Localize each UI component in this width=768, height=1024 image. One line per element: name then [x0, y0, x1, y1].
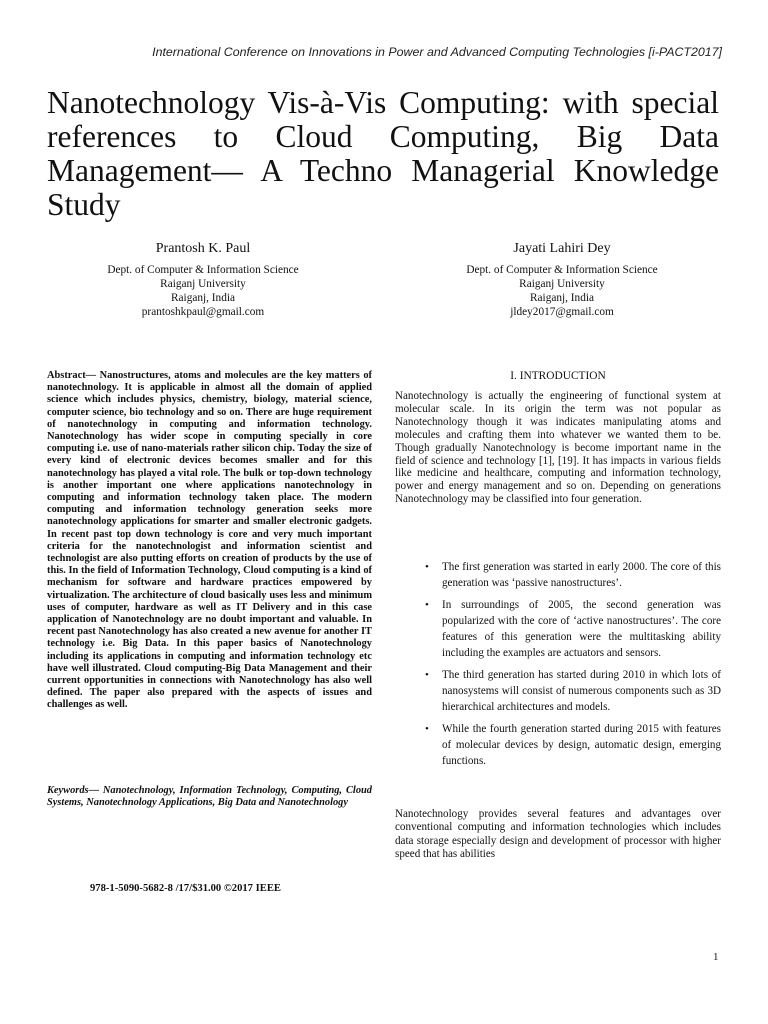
author-university: Raiganj University: [160, 278, 246, 290]
keywords: Keywords— Nanotechnology, Information Technology, Computing, Cloud Systems, Nanotechnology Applications, Big Data and Nanotechnology: [47, 785, 372, 809]
introduction-paragraph: Nanotechnology is actually the engineering of functional system at molecular scale. In its origin the term was not popular as Nanotechnology though it was indicates manipulating atoms and molecules and crafting them into whatever we wanted them to be. Though gradually Nanotechnology is become important name in the field of science and technology [1], [19]. It has impacts in various fields like medicine and healthcare, computing and information technology, power and energy management and so on. Depending on generations Nanotechnology may be classified into four generation.: [395, 390, 721, 506]
introduction-paragraph: Nanotechnology provides several features and advantages over conventional computing and information technologies which includes data storage especially design and development of processor with higher speed that has abilities: [395, 808, 721, 860]
list-item-text: In surroundings of 2005, the second generation was popularized with the core of ‘active nanostructures’. The core features of this generation were the multitasking ability including the examples are actuators and sensors.: [442, 599, 721, 659]
copyright-notice: 978-1-5090-5682-8 /17/$31.00 ©2017 IEEE: [90, 883, 281, 894]
author-email: prantoshkpaul@gmail.com: [141, 306, 265, 318]
list-item-text: While the fourth generation started during 2015 with features of molecular devices by design, automatic design, emerging functions.: [442, 723, 721, 767]
list-item: [395, 597, 721, 661]
list-item-text: The first generation was started in early 2000. The core of this generation was ‘passive nanostructures’.: [442, 561, 721, 589]
author-location: Raiganj, India: [530, 292, 594, 304]
bullet-icon: •: [425, 599, 429, 611]
bullet-icon: •: [425, 561, 429, 573]
author-university: Raiganj University: [519, 278, 605, 290]
bullet-icon: •: [425, 669, 429, 681]
author-block: [53, 240, 353, 319]
list-item: [395, 721, 721, 769]
author-email: jldey2017@gmail.com: [510, 306, 614, 318]
generation-bullet-list: [395, 559, 721, 775]
abstract: Abstract— Nanostructures, atoms and molecules are the key matters of nanotechnology. It is applicable in almost all the domain of applied science which includes physics, chemistry, biology, material science, computer science, bio technology and so on. There are huge requirement of nanotechnology in computing and information technology. Nanotechnology has wider scope in computing specially in core computing i.e. use of nano-materials rather silicon chip. Today the size of every kind of electronic devices becomes smaller and for this nanotechnology has played a vital role. The bulk or top-down technology is another important one where applications nanotechnology in computing and information technology taken place. The modern computing and information technology generation seeks more nanotechnology applications for smarter and smaller electronic gadgets. In recent past top down technology is core and very much important criteria for the nanotechnologist and information scientist and technologist are also putting efforts on creation of products by the use of this. In the field of Information Technology, Cloud computing is a kind of mechanism for software and hardware practices empowered by virtualization. The architecture of cloud basically uses less and minimum uses of computer, hardware as well as IT Delivery and in this case application of Nanotechnology are no doubt important and valuable. In recent past Nanotechnology has also created a new avenue for another IT technology i.e. Big Data. In this paper basics of Nanotechnology including its applications in computing and information technology etc have well illustrated. Cloud computing-Big Data Management and their current opportunities in connections with Nanotechnology has also well defined. The paper also prepared with the aspects of issues and challenges as well.: [47, 370, 372, 711]
author-dept: Dept. of Computer & Information Science: [107, 264, 299, 276]
running-header: International Conference on Innovations in Power and Advanced Computing Technologies [i-PACT2017]: [152, 45, 722, 59]
author-block: [412, 240, 712, 319]
list-item: [395, 559, 721, 591]
paper-title: Nanotechnology Vis-à-Vis Computing: with special references to Cloud Computing, Big Data Management— A Techno Managerial Knowledge Study: [47, 85, 719, 222]
author-name: Prantosh K. Paul: [155, 241, 251, 256]
author-dept: Dept. of Computer & Information Science: [466, 264, 658, 276]
author-name: Jayati Lahiri Dey: [513, 241, 611, 256]
page-number: 1: [713, 951, 719, 963]
list-item: [395, 667, 721, 715]
author-location: Raiganj, India: [171, 292, 235, 304]
bullet-icon: •: [425, 723, 429, 735]
list-item-text: The third generation has started during 2010 in which lots of nanosystems will consist of numerous components such as 3D hierarchical architectures and models.: [442, 669, 721, 713]
section-heading-introduction: I. INTRODUCTION: [510, 370, 606, 382]
